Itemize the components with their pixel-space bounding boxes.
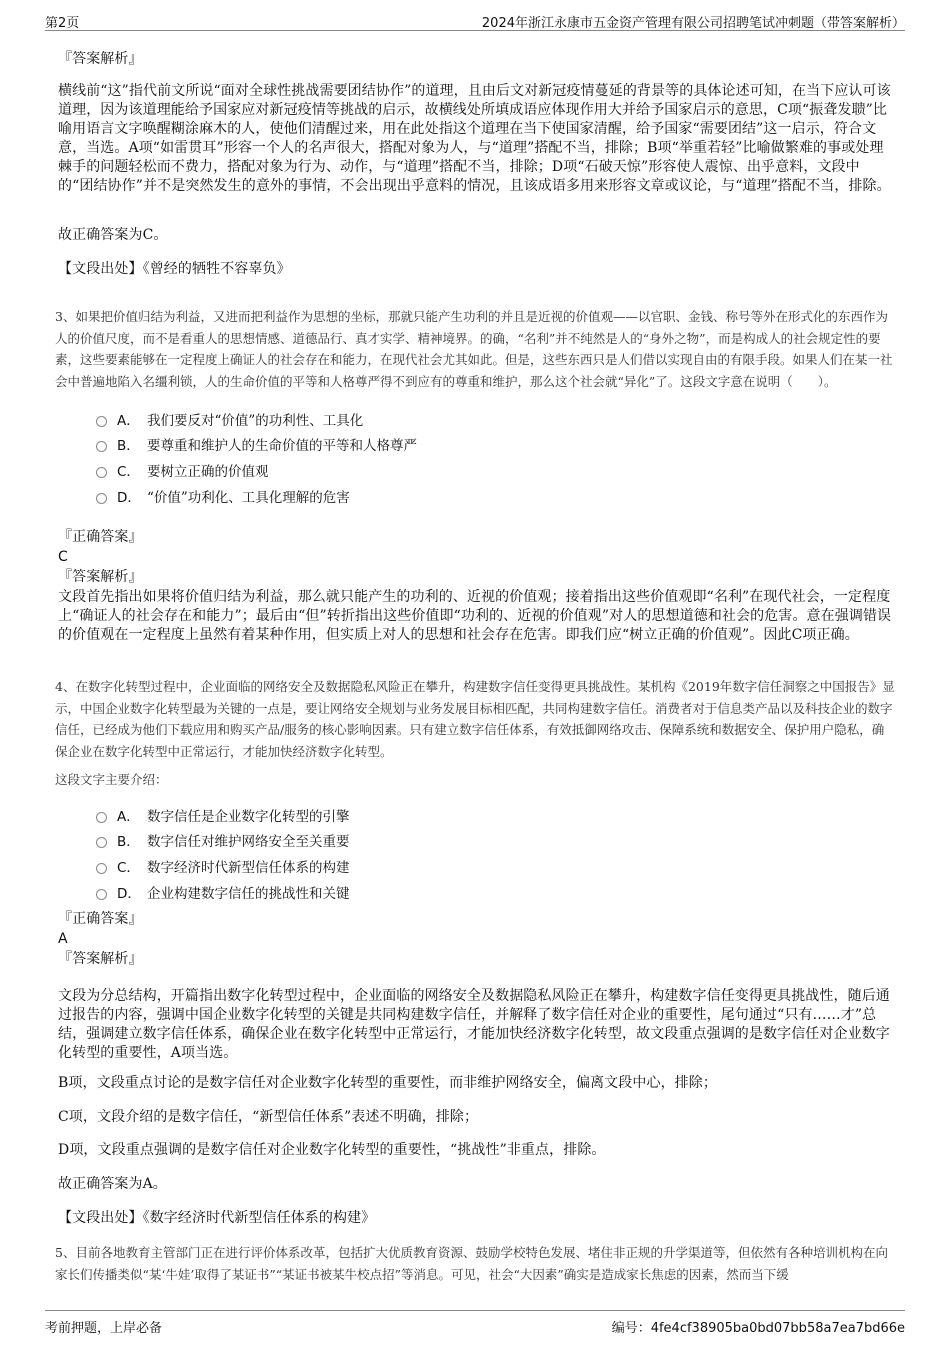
q3-question: 3、如果把价值归结为利益，又进而把利益作为思想的坐标，那就只能产生功利的并且是近视的价值观——以官职、金钱、称号等外在形式化的东西作为人的价值尺度，而不是看重人的思想情感、道德品行、真才实学、精神境界。的确，“名利”并不纯然是人的“身外之物”，而是构成人的社会规定性的要素，这些要素能够在一定程度上确证人的社会存在和能力，在现代社会尤其如此。但是，这些东西只是人们借以实现自由的有限手段。如果人们在某一社会中普遍地陷入名缰利锁，人的生命价值的平等和人格尊严得不到应有的尊重和维护，那么这个社会就“异化”了。这段文字意在说明（ ）。 — [55, 309, 893, 389]
q3-option-b[interactable]: B． 要尊重和维护人的生命价值的平等和人格尊严 — [96, 433, 417, 455]
q2-analysis: 横线前“这”指代前文所说“面对全球性挑战需要团结协作”的道理，且由后文对新冠疫情蔓延的背景等的具体论述可知，在当下应认可该道理，因为该道理能给予国家应对新冠疫情等挑战的启示，故横线处所填成语应体现作用大并给予国家启示的意思，C项“振聋发聩”比喻用语言文字唤醒糊涂麻木的人，使他们清醒过来，用在此处指这个道理在当下使国家清醒，给予国家“需要团结”这一启示，符合文意，当选。A项“如雷贯耳”形容一个人的名声很大，搭配对象为人，与“道理”搭配不当，排除；B项“举重若轻”比喻做繁难的事或处理棘手的问题轻松而不费力，搭配对象为行为、动作，与“道理”搭配不当，排除；D项“石破天惊”形容使人震惊、出乎意料，文段中的“团结协作”并不是突然发生的意外的事情，不会出现出乎意料的情况，且该成语多用来形容文章或议论，与“道理”搭配不当，排除。 — [58, 83, 891, 194]
q4-conclusion: 故正确答案为A。 — [58, 1176, 167, 1192]
radio-icon[interactable] — [96, 441, 107, 452]
q3-option-d[interactable]: D． “价值”功利化、工具化理解的危害 — [96, 485, 350, 507]
q3-answer: C — [58, 549, 68, 565]
q3-option-c[interactable]: C． 要树立正确的价值观 — [96, 459, 269, 481]
q4-option-a[interactable]: A． 数字信任是企业数字化转型的引擎 — [96, 804, 350, 826]
q4-analysis: 文段为分总结构，开篇指出数字化转型过程中，企业面临的网络安全及数据隐私风险正在攀升，构建数字信任变得更具挑战性，随后通过报告的内容，强调中国企业数字化转型的关键是共同构建数字信任，并解释了数字信任对企业的重要性，尾句通过“只有……才”总结，强调建立数字信任体系，确保企业在数字化转型中正常运行，才能加快经济数字化转型，故文段重点强调的是数字信任对企业数字化转型的重要性，A项当选。 — [58, 988, 890, 1061]
q3-answer-label: 『正确答案』 — [58, 529, 143, 545]
q2-conclusion: 故正确答案为C。 — [58, 227, 168, 243]
radio-icon[interactable] — [96, 812, 107, 823]
q4-option-b-explanation: B项，文段重点讨论的是数字信任对企业数字化转型的重要性，而非维护网络安全，偏离文段中心，排除； — [58, 1075, 717, 1091]
q4-analysis-label: 『答案解析』 — [58, 951, 143, 967]
q4-option-b[interactable]: B． 数字信任对维护网络安全至关重要 — [96, 829, 350, 851]
radio-icon[interactable] — [96, 416, 107, 427]
radio-icon[interactable] — [96, 467, 107, 478]
q4-option-c[interactable]: C． 数字经济时代新型信任体系的构建 — [96, 855, 350, 877]
q4-prompt: 这段文字主要介绍： — [55, 772, 168, 787]
q4-option-d[interactable]: D． 企业构建数字信任的挑战性和关键 — [96, 881, 350, 903]
q5-question: 5、目前各地教育主管部门正在进行评价体系改革，包括扩大优质教育资源、鼓励学校特色发展、堵住非正规的升学渠道等，但依然有各种培训机构在向家长们传播类似“某‘牛娃’取得了某证书”“某证书被某牛校点招”等消息。可见，社会“大因素”确实是造成家长焦虑的因素，然而当下缓 — [55, 1245, 888, 1282]
q3-analysis-label: 『答案解析』 — [58, 569, 143, 585]
radio-icon[interactable] — [96, 837, 107, 848]
q2-source: 【文段出处】《曾经的牺牲不容辜负》 — [58, 261, 291, 277]
q4-answer-label: 『正确答案』 — [58, 911, 143, 927]
q4-source: 【文段出处】《数字经济时代新型信任体系的构建》 — [58, 1210, 376, 1226]
q4-question: 4、在数字化转型过程中，企业面临的网络安全及数据隐私风险正在攀升，构建数字信任变得更具挑战性。某机构《2019年数字信任洞察之中国报告》显示，中国企业数字化转型最为关键的一点是，要让网络安全规划与业务发展目标相匹配，共同构建数字信任。消费者对于信息类产品以及科技企业的数字信任，已经成为他们下载应用和购买产品/服务的核心影响因素。只有建立数字信任体系，有效抵御网络攻击、保障系统和数据安全、保护用户隐私，确保企业在数字化转型中正常运行，才能加快经济数字化转型。 — [55, 679, 895, 759]
q3-option-a[interactable]: A． 我们要反对“价值”的功利性、工具化 — [96, 408, 363, 430]
radio-icon[interactable] — [96, 863, 107, 874]
page-number: 第2页 — [45, 16, 80, 31]
footer-slogan: 考前押题，上岸必备 — [45, 1321, 163, 1336]
q4-option-d-explanation: D项，文段重点强调的是数字信任对企业数字化转型的重要性，“挑战性”非重点，排除。 — [58, 1142, 606, 1158]
q3-analysis: 文段首先指出如果将价值归结为利益，那么就只能产生的功利的、近视的价值观；接着指出这些价值观即“名利”在现代社会，一定程度上“确证人的社会存在和能力”；最后由“但”转折指出这些价值即“功利的、近视的价值观”对人的思想道德和社会的危害。意在强调错误的价值观在一定程度上虽然有着某种作用，但实质上对人的思想和社会存在危害。即我们应“树立正确的价值观”。因此C项正确。 — [58, 589, 892, 643]
page-header — [45, 8, 905, 31]
q2-analysis-label: 『答案解析』 — [58, 51, 143, 67]
document-code: 编号：4fe4cf38905ba0bd07bb58a7ea7bd66e — [611, 1321, 905, 1336]
radio-icon[interactable] — [96, 889, 107, 900]
radio-icon[interactable] — [96, 493, 107, 504]
q4-answer: A — [58, 931, 68, 947]
document-title: 2024年浙江永康市五金资产管理有限公司招聘笔试冲刺题（带答案解析） — [481, 16, 905, 31]
q4-option-c-explanation: C项，文段介绍的是数字信任，“新型信任体系”表述不明确，排除； — [58, 1109, 479, 1125]
page-footer — [45, 1310, 905, 1337]
